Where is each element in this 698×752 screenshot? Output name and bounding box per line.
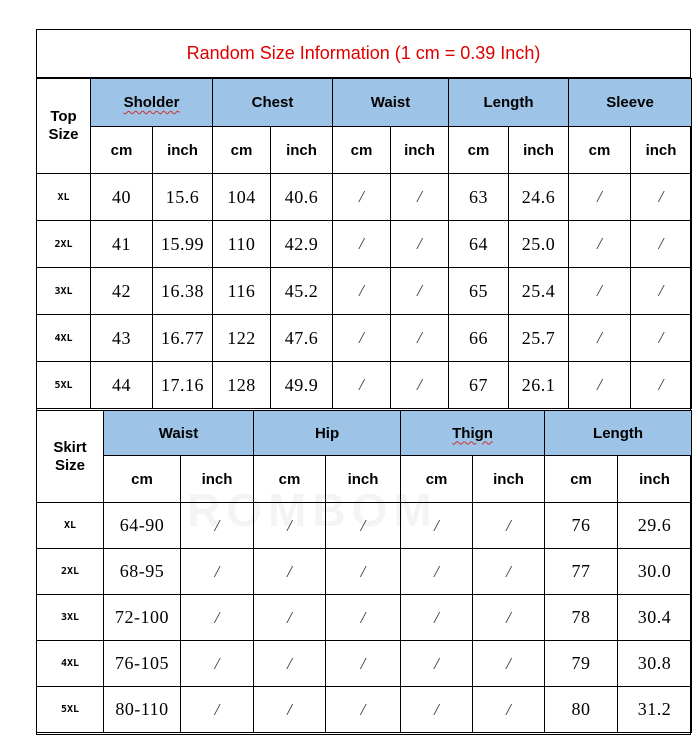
value-cell: / (326, 503, 401, 549)
size-label (37, 79, 91, 174)
value-cell: / (569, 362, 631, 409)
units-row (37, 127, 692, 174)
table-row (37, 595, 692, 641)
column-header (333, 79, 449, 127)
size-cell: 4XL (37, 641, 104, 687)
unit-header: cm (254, 456, 326, 503)
column-header-label: Hip (314, 424, 340, 442)
value-cell: / (254, 503, 326, 549)
value-cell: / (473, 641, 545, 687)
value-cell: 43 (91, 315, 153, 362)
unit-header: inch (631, 127, 692, 174)
value-cell: 26.1 (509, 362, 569, 409)
size-label-line: Size (48, 126, 79, 143)
unit-header: cm (213, 127, 271, 174)
table-row (37, 549, 692, 595)
size-label (37, 411, 104, 503)
table-row (37, 221, 692, 268)
size-label-line: Size (54, 456, 85, 474)
value-cell: 68-95 (104, 549, 181, 595)
value-cell: / (569, 268, 631, 315)
column-header-label: Sleeve (606, 94, 654, 111)
value-cell: / (181, 687, 254, 733)
value-cell: 25.7 (509, 315, 569, 362)
value-cell: 30.4 (618, 595, 692, 641)
column-header-label: Waist (158, 424, 199, 442)
table-row (37, 268, 692, 315)
value-cell: 15.99 (153, 221, 213, 268)
value-cell: / (569, 221, 631, 268)
column-header (104, 411, 254, 456)
value-cell: / (631, 221, 692, 268)
value-cell: / (181, 641, 254, 687)
value-cell: 31.2 (618, 687, 692, 733)
size-label-line: Skirt (53, 438, 87, 456)
size-cell: 5XL (37, 362, 91, 409)
value-cell: / (254, 595, 326, 641)
size-cell: 2XL (37, 221, 91, 268)
value-cell: 72-100 (104, 595, 181, 641)
table-row (37, 503, 692, 549)
table-row (37, 315, 692, 362)
value-cell: / (333, 315, 391, 362)
value-cell: / (254, 641, 326, 687)
value-cell: 40 (91, 174, 153, 221)
value-cell: / (181, 549, 254, 595)
value-cell: / (181, 595, 254, 641)
column-header (401, 411, 545, 456)
value-cell: 30.8 (618, 641, 692, 687)
unit-header: inch (391, 127, 449, 174)
value-cell: 122 (213, 315, 271, 362)
value-cell: / (326, 549, 401, 595)
column-header (213, 79, 333, 127)
column-header-label: Length (483, 94, 534, 111)
value-cell: / (569, 315, 631, 362)
column-header-label: Waist (370, 94, 411, 111)
value-cell: 45.2 (271, 268, 333, 315)
value-cell: / (391, 268, 449, 315)
value-cell: / (569, 174, 631, 221)
size-cell: XL (37, 503, 104, 549)
unit-header: inch (618, 456, 692, 503)
value-cell: 25.4 (509, 268, 569, 315)
value-cell: 110 (213, 221, 271, 268)
value-cell: / (326, 641, 401, 687)
value-cell: / (473, 503, 545, 549)
value-cell: 76 (545, 503, 618, 549)
size-cell: 5XL (37, 687, 104, 733)
column-header-label: Sholder (123, 94, 180, 111)
column-header-label: Length (593, 424, 644, 442)
top-size-table (36, 78, 692, 409)
value-cell: / (401, 595, 473, 641)
value-cell: / (391, 221, 449, 268)
value-cell: / (401, 503, 473, 549)
table-row (37, 687, 692, 733)
value-cell: / (254, 549, 326, 595)
value-cell: / (333, 268, 391, 315)
value-cell: 77 (545, 549, 618, 595)
size-label-line: Top (50, 108, 77, 125)
unit-header: inch (271, 127, 333, 174)
size-cell: 3XL (37, 595, 104, 641)
table-row (37, 641, 692, 687)
value-cell: / (326, 687, 401, 733)
value-cell: 30.0 (618, 549, 692, 595)
value-cell: 29.6 (618, 503, 692, 549)
unit-header: inch (509, 127, 569, 174)
value-cell: / (181, 503, 254, 549)
header-row (37, 411, 692, 456)
skirt-size-table (36, 410, 692, 733)
table-row (37, 362, 692, 409)
value-cell: 128 (213, 362, 271, 409)
value-cell: 24.6 (509, 174, 569, 221)
unit-header: cm (545, 456, 618, 503)
column-header-label: Chest (251, 94, 294, 111)
value-cell: 25.0 (509, 221, 569, 268)
value-cell: / (473, 549, 545, 595)
value-cell: 65 (449, 268, 509, 315)
value-cell: 16.77 (153, 315, 213, 362)
value-cell: 41 (91, 221, 153, 268)
value-cell: 16.38 (153, 268, 213, 315)
value-cell: 42.9 (271, 221, 333, 268)
column-header (569, 79, 692, 127)
value-cell: / (401, 641, 473, 687)
unit-header: cm (91, 127, 153, 174)
value-cell: / (631, 268, 692, 315)
unit-header: inch (153, 127, 213, 174)
value-cell: / (473, 687, 545, 733)
value-cell: / (333, 362, 391, 409)
value-cell: / (391, 315, 449, 362)
value-cell: 63 (449, 174, 509, 221)
value-cell: / (326, 595, 401, 641)
column-header-label: Thign (452, 424, 493, 442)
value-cell: / (333, 174, 391, 221)
value-cell: 17.16 (153, 362, 213, 409)
units-row (37, 456, 692, 503)
column-header (91, 79, 213, 127)
unit-header: cm (104, 456, 181, 503)
value-cell: 79 (545, 641, 618, 687)
value-cell: 44 (91, 362, 153, 409)
value-cell: / (333, 221, 391, 268)
value-cell: 116 (213, 268, 271, 315)
header-row (37, 79, 692, 127)
chart-title: Random Size Information (1 cm = 0.39 Inch) (37, 30, 690, 78)
unit-header: cm (401, 456, 473, 503)
value-cell: 64 (449, 221, 509, 268)
value-cell: 40.6 (271, 174, 333, 221)
unit-header: inch (473, 456, 545, 503)
value-cell: 76-105 (104, 641, 181, 687)
value-cell: / (473, 595, 545, 641)
value-cell: / (401, 687, 473, 733)
size-cell: 2XL (37, 549, 104, 595)
value-cell: 78 (545, 595, 618, 641)
unit-header: inch (326, 456, 401, 503)
value-cell: 15.6 (153, 174, 213, 221)
table-row (37, 174, 692, 221)
size-cell: 4XL (37, 315, 91, 362)
unit-header: cm (569, 127, 631, 174)
value-cell: / (631, 362, 692, 409)
size-chart (36, 29, 691, 735)
size-cell: XL (37, 174, 91, 221)
value-cell: 64-90 (104, 503, 181, 549)
value-cell: 80-110 (104, 687, 181, 733)
value-cell: 66 (449, 315, 509, 362)
value-cell: / (631, 315, 692, 362)
value-cell: 104 (213, 174, 271, 221)
value-cell: / (391, 174, 449, 221)
value-cell: 80 (545, 687, 618, 733)
column-header (545, 411, 692, 456)
unit-header: cm (333, 127, 391, 174)
value-cell: 42 (91, 268, 153, 315)
column-header (449, 79, 569, 127)
value-cell: / (631, 174, 692, 221)
size-cell: 3XL (37, 268, 91, 315)
value-cell: 47.6 (271, 315, 333, 362)
value-cell: / (391, 362, 449, 409)
unit-header: inch (181, 456, 254, 503)
value-cell: 49.9 (271, 362, 333, 409)
value-cell: / (254, 687, 326, 733)
value-cell: 67 (449, 362, 509, 409)
value-cell: / (401, 549, 473, 595)
unit-header: cm (449, 127, 509, 174)
column-header (254, 411, 401, 456)
